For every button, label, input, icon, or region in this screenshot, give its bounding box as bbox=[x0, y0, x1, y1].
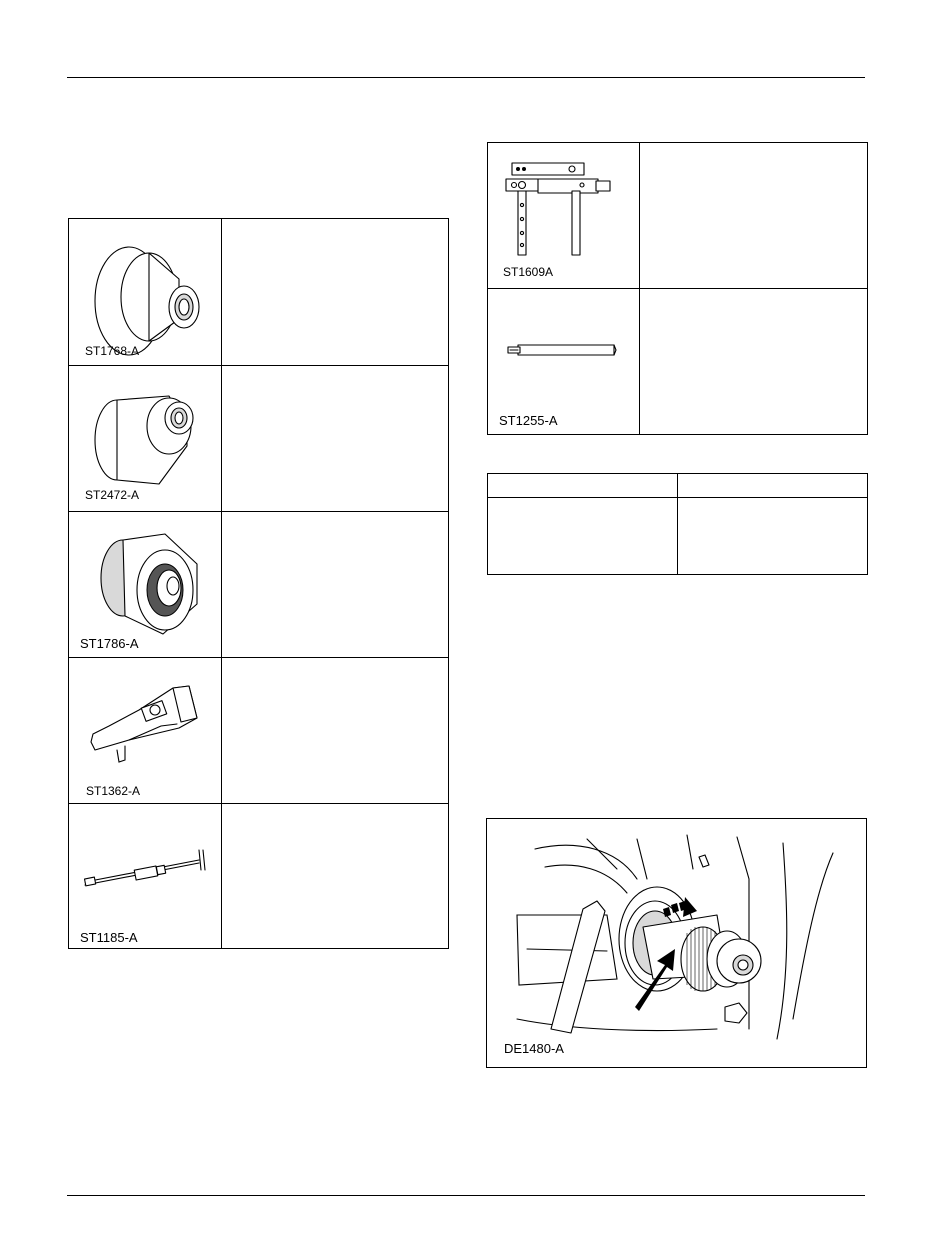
slide-hammer-tool-icon bbox=[69, 804, 221, 948]
tool-image-cell bbox=[488, 289, 639, 434]
tool-code: ST1768-A bbox=[85, 344, 140, 358]
tool-code: ST1609A bbox=[503, 265, 554, 279]
tool-image-cell bbox=[69, 512, 221, 657]
special-tools-table-left bbox=[68, 218, 449, 949]
tool-image-cell bbox=[488, 143, 639, 288]
tool-code: ST1362-A bbox=[86, 784, 141, 798]
figure-code: DE1480-A bbox=[504, 1041, 564, 1056]
tool-description bbox=[222, 804, 448, 948]
tool-image-cell bbox=[69, 658, 221, 803]
tool-code: ST2472-A bbox=[85, 488, 140, 502]
tool-description bbox=[640, 289, 867, 434]
spec-cell-item bbox=[488, 498, 677, 574]
tool-code: ST1255-A bbox=[499, 413, 558, 428]
special-tools-table-right bbox=[487, 142, 868, 435]
tool-description bbox=[222, 512, 448, 657]
tool-code: ST1185-A bbox=[80, 930, 138, 945]
spec-header-value bbox=[678, 474, 867, 497]
tool-image-cell bbox=[69, 804, 221, 948]
tool-description bbox=[222, 219, 448, 365]
figure-box bbox=[486, 818, 867, 1068]
tool-description bbox=[222, 366, 448, 511]
spec-header-item bbox=[488, 474, 677, 497]
tool-image-cell bbox=[69, 219, 221, 365]
spec-cell-value bbox=[678, 498, 867, 574]
header-rule bbox=[67, 77, 865, 78]
specification-table bbox=[487, 473, 868, 575]
footer-rule bbox=[67, 1195, 865, 1196]
tool-description bbox=[222, 658, 448, 803]
remover-lever-tool-icon bbox=[69, 658, 221, 803]
tool-code: ST1786-A bbox=[80, 636, 139, 651]
tool-image-cell bbox=[69, 366, 221, 511]
axle-shaft-illustration bbox=[487, 819, 866, 1067]
tool-description bbox=[640, 143, 867, 288]
